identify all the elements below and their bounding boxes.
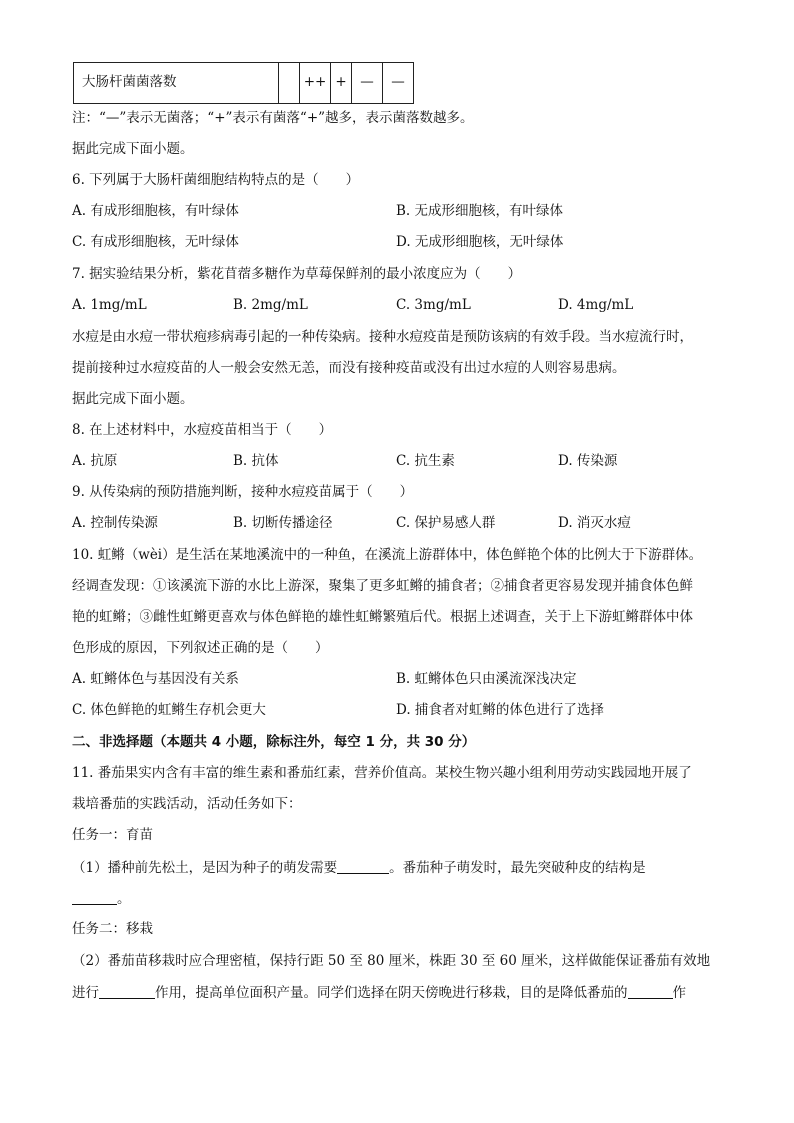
question-7-options bbox=[72, 299, 722, 319]
question-10-option-d[interactable]: D. 捕食者对虹鳉的体色进行了选择 bbox=[396, 702, 604, 718]
question-11-part-2: （2）番茄苗移栽时应合理密植，保持行距 50 至 80 厘米，株距 30 至 60 厘米，这样做能保证番茄有效地 bbox=[72, 953, 711, 969]
question-10-stem-line: 10. 虹鳉（wèi）是生活在某地溪流中的一种鱼，在溪流上游群体中，体色鲜艳个体的比例大于下游群体。 bbox=[72, 547, 703, 563]
question-8-option-d[interactable]: D. 传染源 bbox=[558, 453, 618, 469]
question-6-options-row-1 bbox=[72, 205, 722, 225]
question-text: （1）播种前先松土，是因为种子的萌发需要 bbox=[72, 860, 338, 876]
passage-line: 提前接种过水痘疫苗的人一般会安然无恙，而没有接种疫苗或没有出过水痘的人则容易患病。 bbox=[72, 360, 626, 376]
question-text: 作 bbox=[672, 985, 686, 1001]
question-text: 。 bbox=[117, 891, 131, 907]
question-text: 作用，提高单位面积产量。同学们选择在阴天傍晚进行移栽，目的是降低番茄的 bbox=[155, 985, 628, 1001]
question-7-option-d[interactable]: D. 4mg/mL bbox=[558, 297, 634, 313]
answer-blank[interactable] bbox=[337, 861, 389, 874]
question-8-option-c[interactable]: C. 抗生素 bbox=[396, 453, 455, 469]
question-8-option-b[interactable]: B. 抗体 bbox=[233, 453, 279, 469]
instruction: 据此完成下面小题。 bbox=[72, 391, 194, 407]
question-6-stem: 6. 下列属于大肠杆菌细胞结构特点的是（ ） bbox=[72, 172, 360, 188]
instruction: 据此完成下面小题。 bbox=[72, 141, 194, 157]
question-9-option-d[interactable]: D. 消灭水痘 bbox=[558, 515, 631, 531]
question-7-option-a[interactable]: A. 1mg/mL bbox=[72, 297, 147, 313]
answer-blank[interactable] bbox=[99, 986, 155, 999]
table-cell: — bbox=[383, 63, 414, 104]
question-9-options bbox=[72, 517, 722, 537]
colony-count-table bbox=[73, 62, 414, 104]
question-9-option-a[interactable]: A. 控制传染源 bbox=[72, 515, 158, 531]
question-11-intro-line: 栽培番茄的实践活动，活动任务如下： bbox=[72, 796, 302, 812]
question-8-option-a[interactable]: A. 抗原 bbox=[72, 453, 118, 469]
table-row bbox=[74, 63, 414, 104]
answer-blank[interactable] bbox=[628, 986, 673, 999]
task-heading: 任务二：移栽 bbox=[72, 921, 153, 937]
question-6-option-d[interactable]: D. 无成形细胞核，无叶绿体 bbox=[396, 234, 564, 250]
question-10-option-c[interactable]: C. 体色鲜艳的虹鳉生存机会更大 bbox=[72, 702, 266, 718]
question-11-intro-line: 11. 番茄果实内含有丰富的维生素和番茄红素，营养价值高。某校生物兴趣小组利用劳动实践园地开展了 bbox=[72, 765, 692, 781]
question-10-option-a[interactable]: A. 虹鳉体色与基因没有关系 bbox=[72, 671, 239, 687]
task-heading: 任务一：育苗 bbox=[72, 827, 153, 843]
passage-line: 水痘是由水痘一带状疱疹病毒引起的一种传染病。接种水痘疫苗是预防该病的有效手段。当水痘流行时， bbox=[72, 329, 693, 345]
question-11-part-2-cont bbox=[72, 986, 686, 1001]
question-7-option-b[interactable]: B. 2mg/mL bbox=[233, 297, 308, 313]
question-11-part-1-cont bbox=[72, 892, 131, 907]
question-text: 。番茄种子萌发时，最先突破种皮的结构是 bbox=[389, 860, 646, 876]
question-10-options-row-2 bbox=[72, 704, 722, 724]
question-10-stem-line: 经调查发现：①该溪流下游的水比上游深，聚集了更多虹鳉的捕食者；②捕食者更容易发现并捕食体色鲜 bbox=[72, 578, 693, 594]
table-row-label: 大肠杆菌菌落数 bbox=[74, 63, 279, 104]
question-6-option-c[interactable]: C. 有成形细胞核，无叶绿体 bbox=[72, 234, 239, 250]
question-7-stem: 7. 据实验结果分析，紫花苜蓿多糖作为草莓保鲜剂的最小浓度应为（ ） bbox=[72, 266, 522, 282]
table-note: 注：“—”表示无菌落；“+”表示有菌落“+”越多，表示菌落数越多。 bbox=[72, 110, 474, 126]
question-10-option-b[interactable]: B. 虹鳉体色只由溪流深浅决定 bbox=[396, 671, 577, 687]
table-cell: ++ bbox=[300, 63, 331, 104]
question-8-stem: 8. 在上述材料中，水痘疫苗相当于（ ） bbox=[72, 422, 333, 438]
question-10-options-row-1 bbox=[72, 673, 722, 693]
table-cell: — bbox=[352, 63, 383, 104]
question-6-option-a[interactable]: A. 有成形细胞核，有叶绿体 bbox=[72, 203, 239, 219]
question-11-part-1 bbox=[72, 861, 646, 876]
question-text: 进行 bbox=[72, 985, 99, 1001]
section-title: 二、非选择题（本题共 4 小题，除标注外，每空 1 分，共 30 分） bbox=[72, 734, 476, 750]
question-6-options-row-2 bbox=[72, 236, 722, 256]
question-9-option-b[interactable]: B. 切断传播途径 bbox=[233, 515, 333, 531]
table-cell: + bbox=[331, 63, 352, 104]
table-cell bbox=[279, 63, 300, 104]
question-9-option-c[interactable]: C. 保护易感人群 bbox=[396, 515, 496, 531]
question-7-option-c[interactable]: C. 3mg/mL bbox=[396, 297, 471, 313]
answer-blank[interactable] bbox=[72, 892, 117, 905]
question-10-stem-line: 色形成的原因，下列叙述正确的是（ ） bbox=[72, 640, 329, 656]
question-6-option-b[interactable]: B. 无成形细胞核，有叶绿体 bbox=[396, 203, 564, 219]
question-10-stem-line: 艳的虹鳉；③雌性虹鳉更喜欢与体色鲜艳的雄性虹鳉繁殖后代。根据上述调查，关于上下游虹鳉群体中体 bbox=[72, 609, 693, 625]
question-8-options bbox=[72, 455, 722, 475]
question-9-stem: 9. 从传染病的预防措施判断，接种水痘疫苗属于（ ） bbox=[72, 484, 414, 500]
